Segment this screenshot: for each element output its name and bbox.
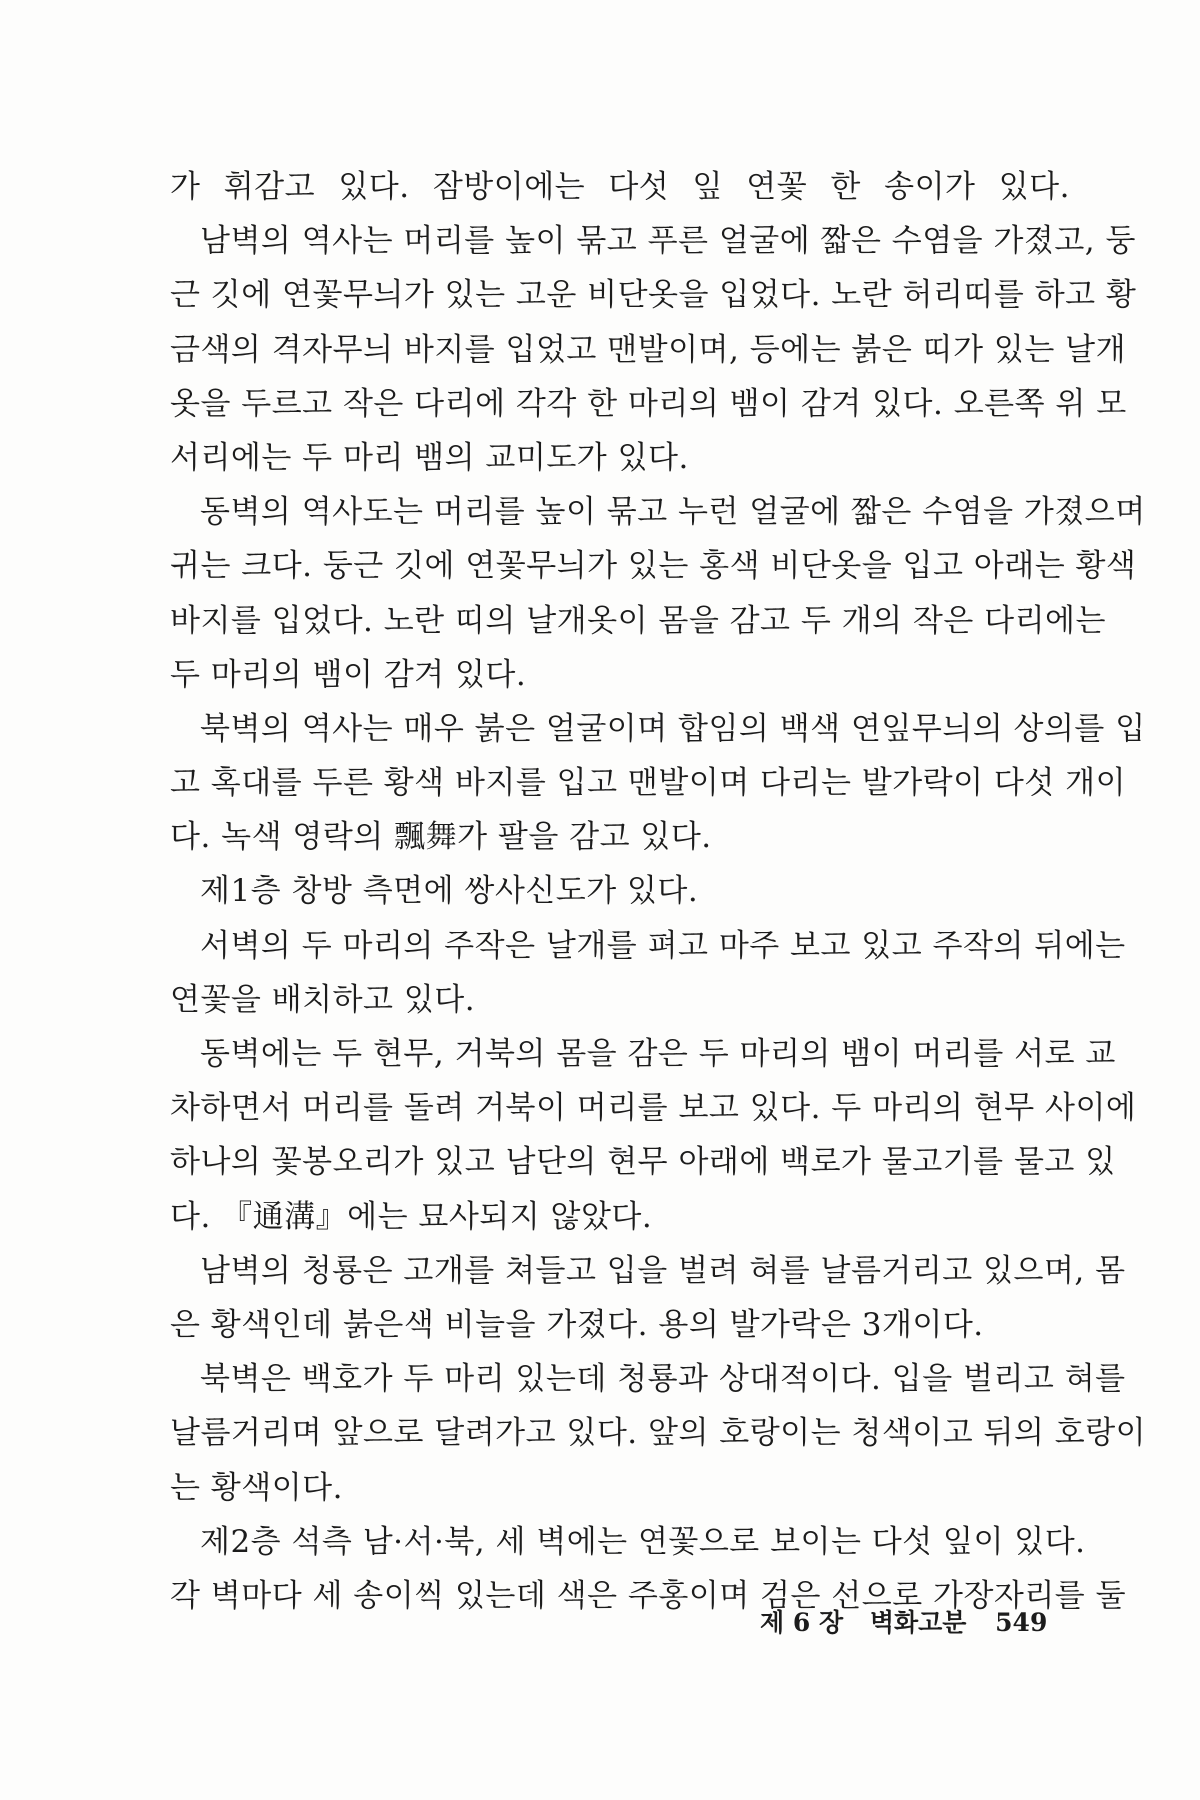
text-line: 동벽의 역사도는 머리를 높이 묶고 누런 얼굴에 짧은 수염을 가졌으며 <box>200 494 1146 531</box>
chapter-label: 제 6 장 <box>760 1608 844 1637</box>
text-line: 북벽의 역사는 매우 붉은 얼굴이며 합임의 백색 연잎무늬의 상의를 입 <box>200 710 1146 747</box>
text-line: 날름거리며 앞으로 달려가고 있다. 앞의 호랑이는 청색이고 뒤의 호랑이 <box>170 1415 1147 1452</box>
text-line: 두 마리의 뱀이 감겨 있다. <box>170 656 527 693</box>
text-line: 제2층 석측 남·서·북, 세 벽에는 연꽃으로 보이는 다섯 잎이 있다. <box>200 1523 1086 1560</box>
text-line: 남벽의 역사는 머리를 높이 묶고 푸른 얼굴에 짧은 수염을 가졌고, 둥 <box>200 223 1136 260</box>
text-line: 서리에는 두 마리 뱀의 교미도가 있다. <box>170 439 689 476</box>
text-line: 귀는 크다. 둥근 깃에 연꽃무늬가 있는 홍색 비단옷을 입고 아래는 황색 <box>170 548 1137 585</box>
text-line: 은 황색인데 붉은색 비늘을 가졌다. 용의 발가락은 3개이다. <box>170 1306 984 1343</box>
text-line: 차하면서 머리를 돌려 거북이 머리를 보고 있다. 두 마리의 현무 사이에 <box>170 1090 1137 1127</box>
text-line: 제1층 창방 측면에 쌍사신도가 있다. <box>200 873 699 910</box>
text-line: 옷을 두르고 작은 다리에 각각 한 마리의 뱀이 감겨 있다. 오른쪽 위 모 <box>170 385 1127 422</box>
text-line: 각 벽마다 세 송이씩 있는데 색은 주홍이며 검은 선으로 가장자리를 둘 <box>170 1577 1127 1614</box>
section-label: 벽화고분 <box>869 1608 967 1637</box>
page-number: 549 <box>995 1608 1048 1637</box>
text-line: 서벽의 두 마리의 주작은 날개를 펴고 마주 보고 있고 주작의 뒤에는 <box>200 927 1126 964</box>
text-line: 동벽에는 두 현무, 거북의 몸을 감은 두 마리의 뱀이 머리를 서로 교 <box>200 1036 1116 1072</box>
text-line: 북벽은 백호가 두 마리 있는데 청룡과 상대적이다. 입을 벌리고 혀를 <box>200 1361 1126 1398</box>
text-line: 다. 『通溝』에는 묘사되지 않았다. <box>170 1198 653 1235</box>
body-text <box>170 160 1147 1623</box>
text-line: 금색의 격자무늬 바지를 입었고 맨발이며, 등에는 붉은 띠가 있는 날개 <box>170 331 1127 368</box>
text-line: 근 깃에 연꽃무늬가 있는 고운 비단옷을 입었다. 노란 허리띠를 하고 황 <box>170 277 1137 314</box>
text-line: 다. 녹색 영락의 飄舞가 팔을 감고 있다. <box>170 819 712 856</box>
page-footer <box>760 1603 1080 1643</box>
text-line: 는 황색이다. <box>170 1469 343 1506</box>
text-line: 연꽃을 배치하고 있다. <box>170 981 476 1018</box>
text-line: 바지를 입었다. 노란 띠의 날개옷이 몸을 감고 두 개의 작은 다리에는 <box>170 602 1106 639</box>
text-line: 가 휘감고 있다. 잠방이에는 다섯 잎 연꽃 한 송이가 있다. <box>170 169 1070 205</box>
text-line: 하나의 꽃봉오리가 있고 남단의 현무 아래에 백로가 물고기를 물고 있 <box>170 1144 1116 1181</box>
text-line: 고 혹대를 두른 황색 바지를 입고 맨발이며 다리는 발가락이 다섯 개이 <box>170 765 1127 802</box>
text-line: 남벽의 청룡은 고개를 쳐들고 입을 벌려 혀를 날름거리고 있으며, 몸 <box>200 1252 1126 1289</box>
